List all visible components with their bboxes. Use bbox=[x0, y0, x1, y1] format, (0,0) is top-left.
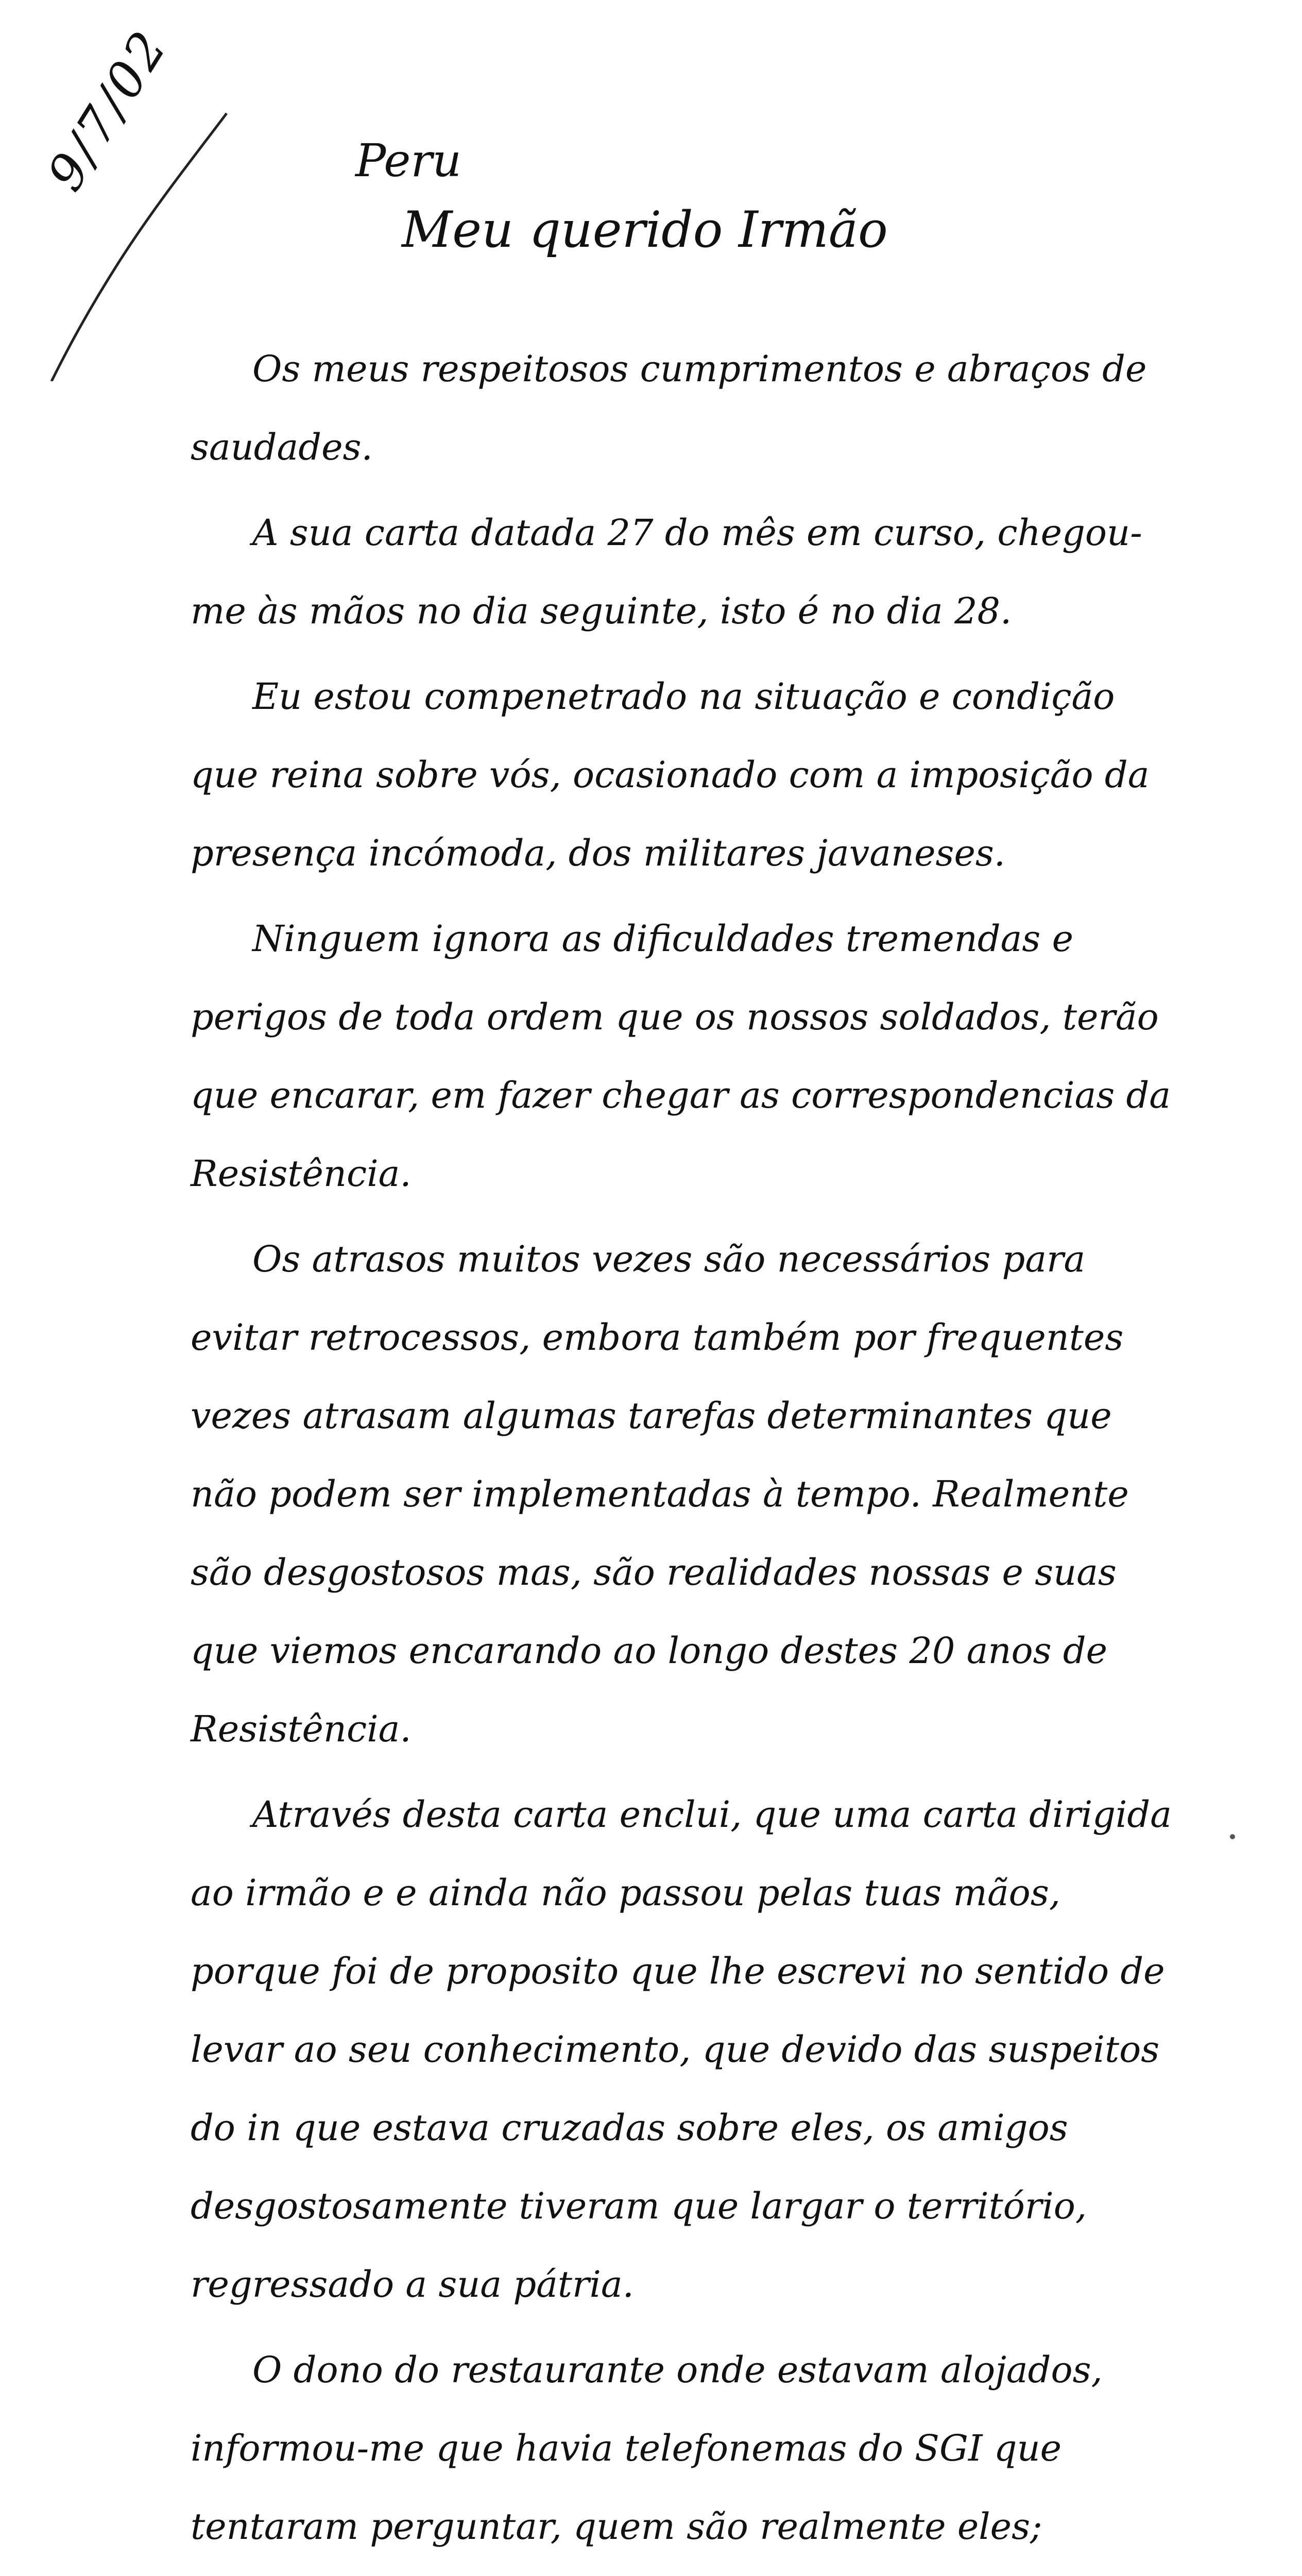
paragraph: Eu estou compenetrado na situação e condição que reina sobre vós, ocasionado com a imposição da presença incómoda, dos militares javaneses. bbox=[191, 675, 1150, 874]
letter-body bbox=[191, 330, 1185, 2576]
paragraph: Ninguem ignora as dificuldades tremendas e perigos de toda ordem que os nossos soldados, terão que encarar, em fazer chegar as correspondencias da Resistência. bbox=[191, 918, 1171, 1195]
letter-greeting: Meu querido Irmão bbox=[402, 201, 888, 259]
paragraph: Os meus respeitosos cumprimentos e abraços de saudades. bbox=[191, 348, 1147, 468]
letter-place: Peru bbox=[355, 134, 462, 187]
ink-speck bbox=[1230, 1834, 1235, 1839]
paragraph: Os atrasos muitos vezes são necessários para evitar retrocessos, embora também por frequentes vezes atrasam algumas tarefas determinantes que não podem ser implementadas à tempo. Realmente são desgostosos mas, são realidades nossas e suas que viemos encarando ao longo destes 20 anos de Resistência. bbox=[191, 1238, 1129, 1750]
paragraph: O dono do restaurante onde estavam alojados, informou-me que havia telefonemas do SGI que tentaram perguntar, quem são realmente eles; bbox=[191, 2349, 1103, 2548]
margin-date-annotation: 9/7/02 bbox=[36, 19, 179, 201]
paragraph: A sua carta datada 27 do mês em curso, chegou-me às mãos no dia seguinte, isto é no dia 28. bbox=[191, 512, 1142, 632]
paragraph: Através desta carta enclui, que uma carta dirigida ao irmão e e ainda não passou pelas tuas mãos, porque foi de proposito que lhe escrevi no sentido de levar ao seu conhecimento, que devido das suspeitos do in que estava cruzadas sobre eles, os amigos desgostosamente tiveram que largar o território, regressado a sua pátria. bbox=[191, 1793, 1172, 2306]
